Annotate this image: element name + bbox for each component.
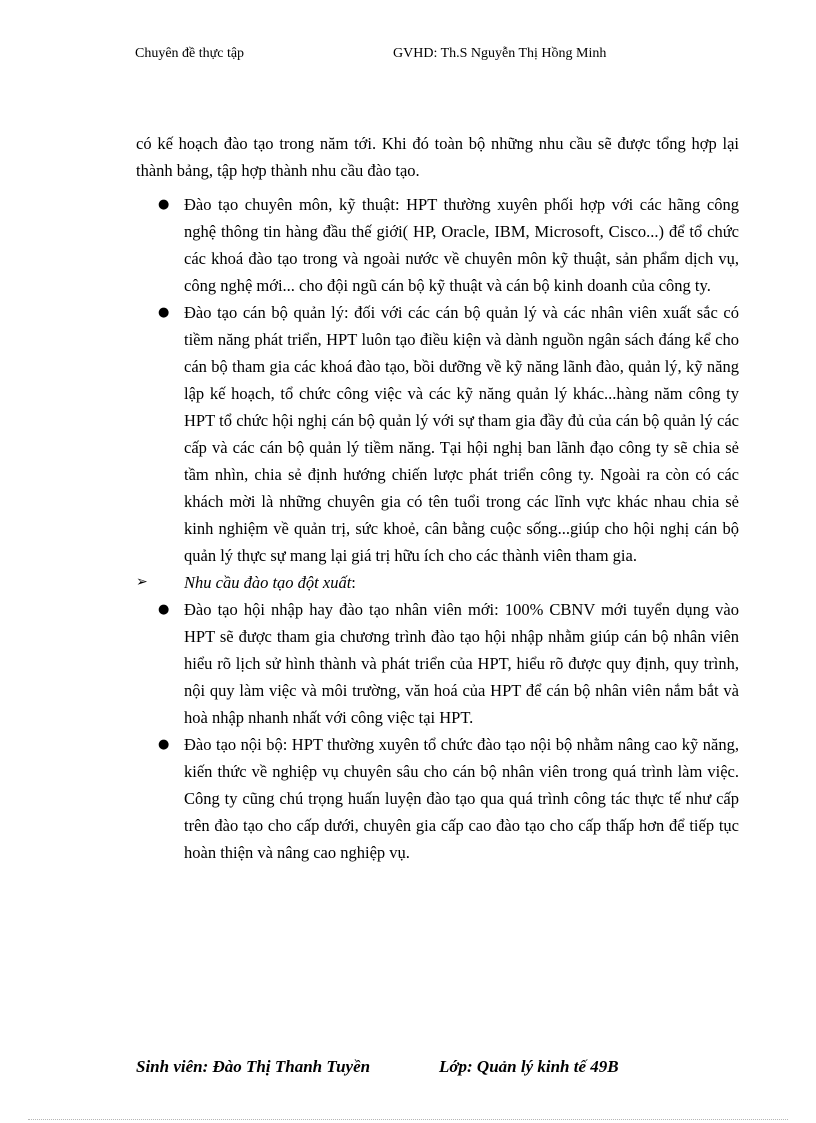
bullet-icon: ● [158,197,170,212]
page-header [135,46,695,66]
list-item [136,731,739,866]
list-item-text: Đào tạo cán bộ quản lý: đối với các cán bộ quản lý và các nhân viên xuất sắc có tiềm năng phát triển, HPT luôn tạo điều kiện và dành nguồn ngân sách đáng kể cho cán bộ tham gia các khoá đào tạo, bồi dưỡng về kỹ năng lãnh đào, quản lý, kỹ năng lập kế hoạch, tổ chức công việc và các kỹ năng quản lý khác...hàng năm công ty HPT tổ chức hội nghị cán bộ quản lý với sự tham gia đầy đủ của cán bộ quản lý các cấp và các cán bộ quản lý tiềm năng. Tại hội nghị ban lãnh đạo công ty sẽ chia sẻ tầm nhìn, chia sẻ định hướng chiến lược phát triển công ty. Ngoài ra còn có các khách mời là những chuyên gia có tên tuổi trong các lĩnh vực khác nhau chia sẻ kinh nghiệm về quản trị, sức khoẻ, cân bằng cuộc sống...giúp cho hội nghị cán bộ quản lý thực sự mang lại giá trị hữu ích cho các thành viên tham gia. [184,303,739,565]
list-item-text: Đào tạo chuyên môn, kỹ thuật: HPT thường xuyên phối hợp với các hãng công nghệ thông tin hàng đầu thế giới( HP, Oracle, IBM, Microsoft, Cisco...) để tổ chức các khoá đào tạo trong và ngoài nước về chuyên môn kỹ thuật, sản phẩm dịch vụ, công nghệ mới... cho đội ngũ cán bộ kỹ thuật và cán bộ kinh doanh của công ty. [184,195,739,295]
subheading-row [136,569,739,596]
arrow-bullet-icon: ➢ [136,574,148,590]
subheading-colon: : [351,573,356,592]
subheading: Nhu cầu đào tạo đột xuất [184,573,352,592]
page-body [136,130,739,866]
intro-paragraph: có kế hoạch đào tạo trong năm tới. Khi đó toàn bộ những nhu cầu sẽ được tổng hợp lại thành bảng, tập hợp thành nhu cầu đào tạo. [136,134,739,180]
list-item [136,596,739,731]
header-document-type: Chuyên đề thực tập [135,46,245,61]
list-item [136,299,739,569]
list-item-text: Đào tạo hội nhập hay đào tạo nhân viên mới: 100% CBNV mới tuyển dụng vào HPT sẽ được tham gia chương trình đào tạo hội nhập nhằm giúp cán bộ nhân viên hiểu rõ lịch sử hình thành và phát triển của HPT, hiểu rõ được quy định, quy trình, nội quy làm việc và môi trường, văn hoá của HPT để cán bộ nhân viên nắm bắt và hoà nhập nhanh nhất với công việc tại HPT. [184,600,739,727]
bullet-icon: ● [158,305,170,320]
list-item-text: Đào tạo nội bộ: HPT thường xuyên tổ chức đào tạo nội bộ nhằm nâng cao kỹ năng, kiến thức về nghiệp vụ chuyên sâu cho cán bộ nhân viên trong quá trình làm việc. Công ty cũng chú trọng huấn luyện đào tạo qua quá trình công tác thực tế như cấp trên đào tạo cho cấp dưới, chuyên gia cấp cao đào tạo cho cấp thấp hơn để tiếp tục hoàn thiện và nâng cao nghiệp vụ. [184,735,739,862]
footer-student-name: Sinh viên: Đào Thị Thanh Tuyền [136,1057,371,1076]
bullet-icon: ● [158,737,170,752]
bullet-icon: ● [158,602,170,617]
bullet-list-adhoc-training [136,596,739,866]
header-supervisor: GVHD: Th.S Nguyễn Thị Hồng Minh [393,46,607,61]
page-footer [136,1057,696,1081]
page-bottom-divider [28,1119,788,1120]
list-item [136,191,739,299]
footer-class: Lớp: Quản lý kinh tế 49B [439,1057,619,1076]
bullet-list-regular-training [136,191,739,569]
